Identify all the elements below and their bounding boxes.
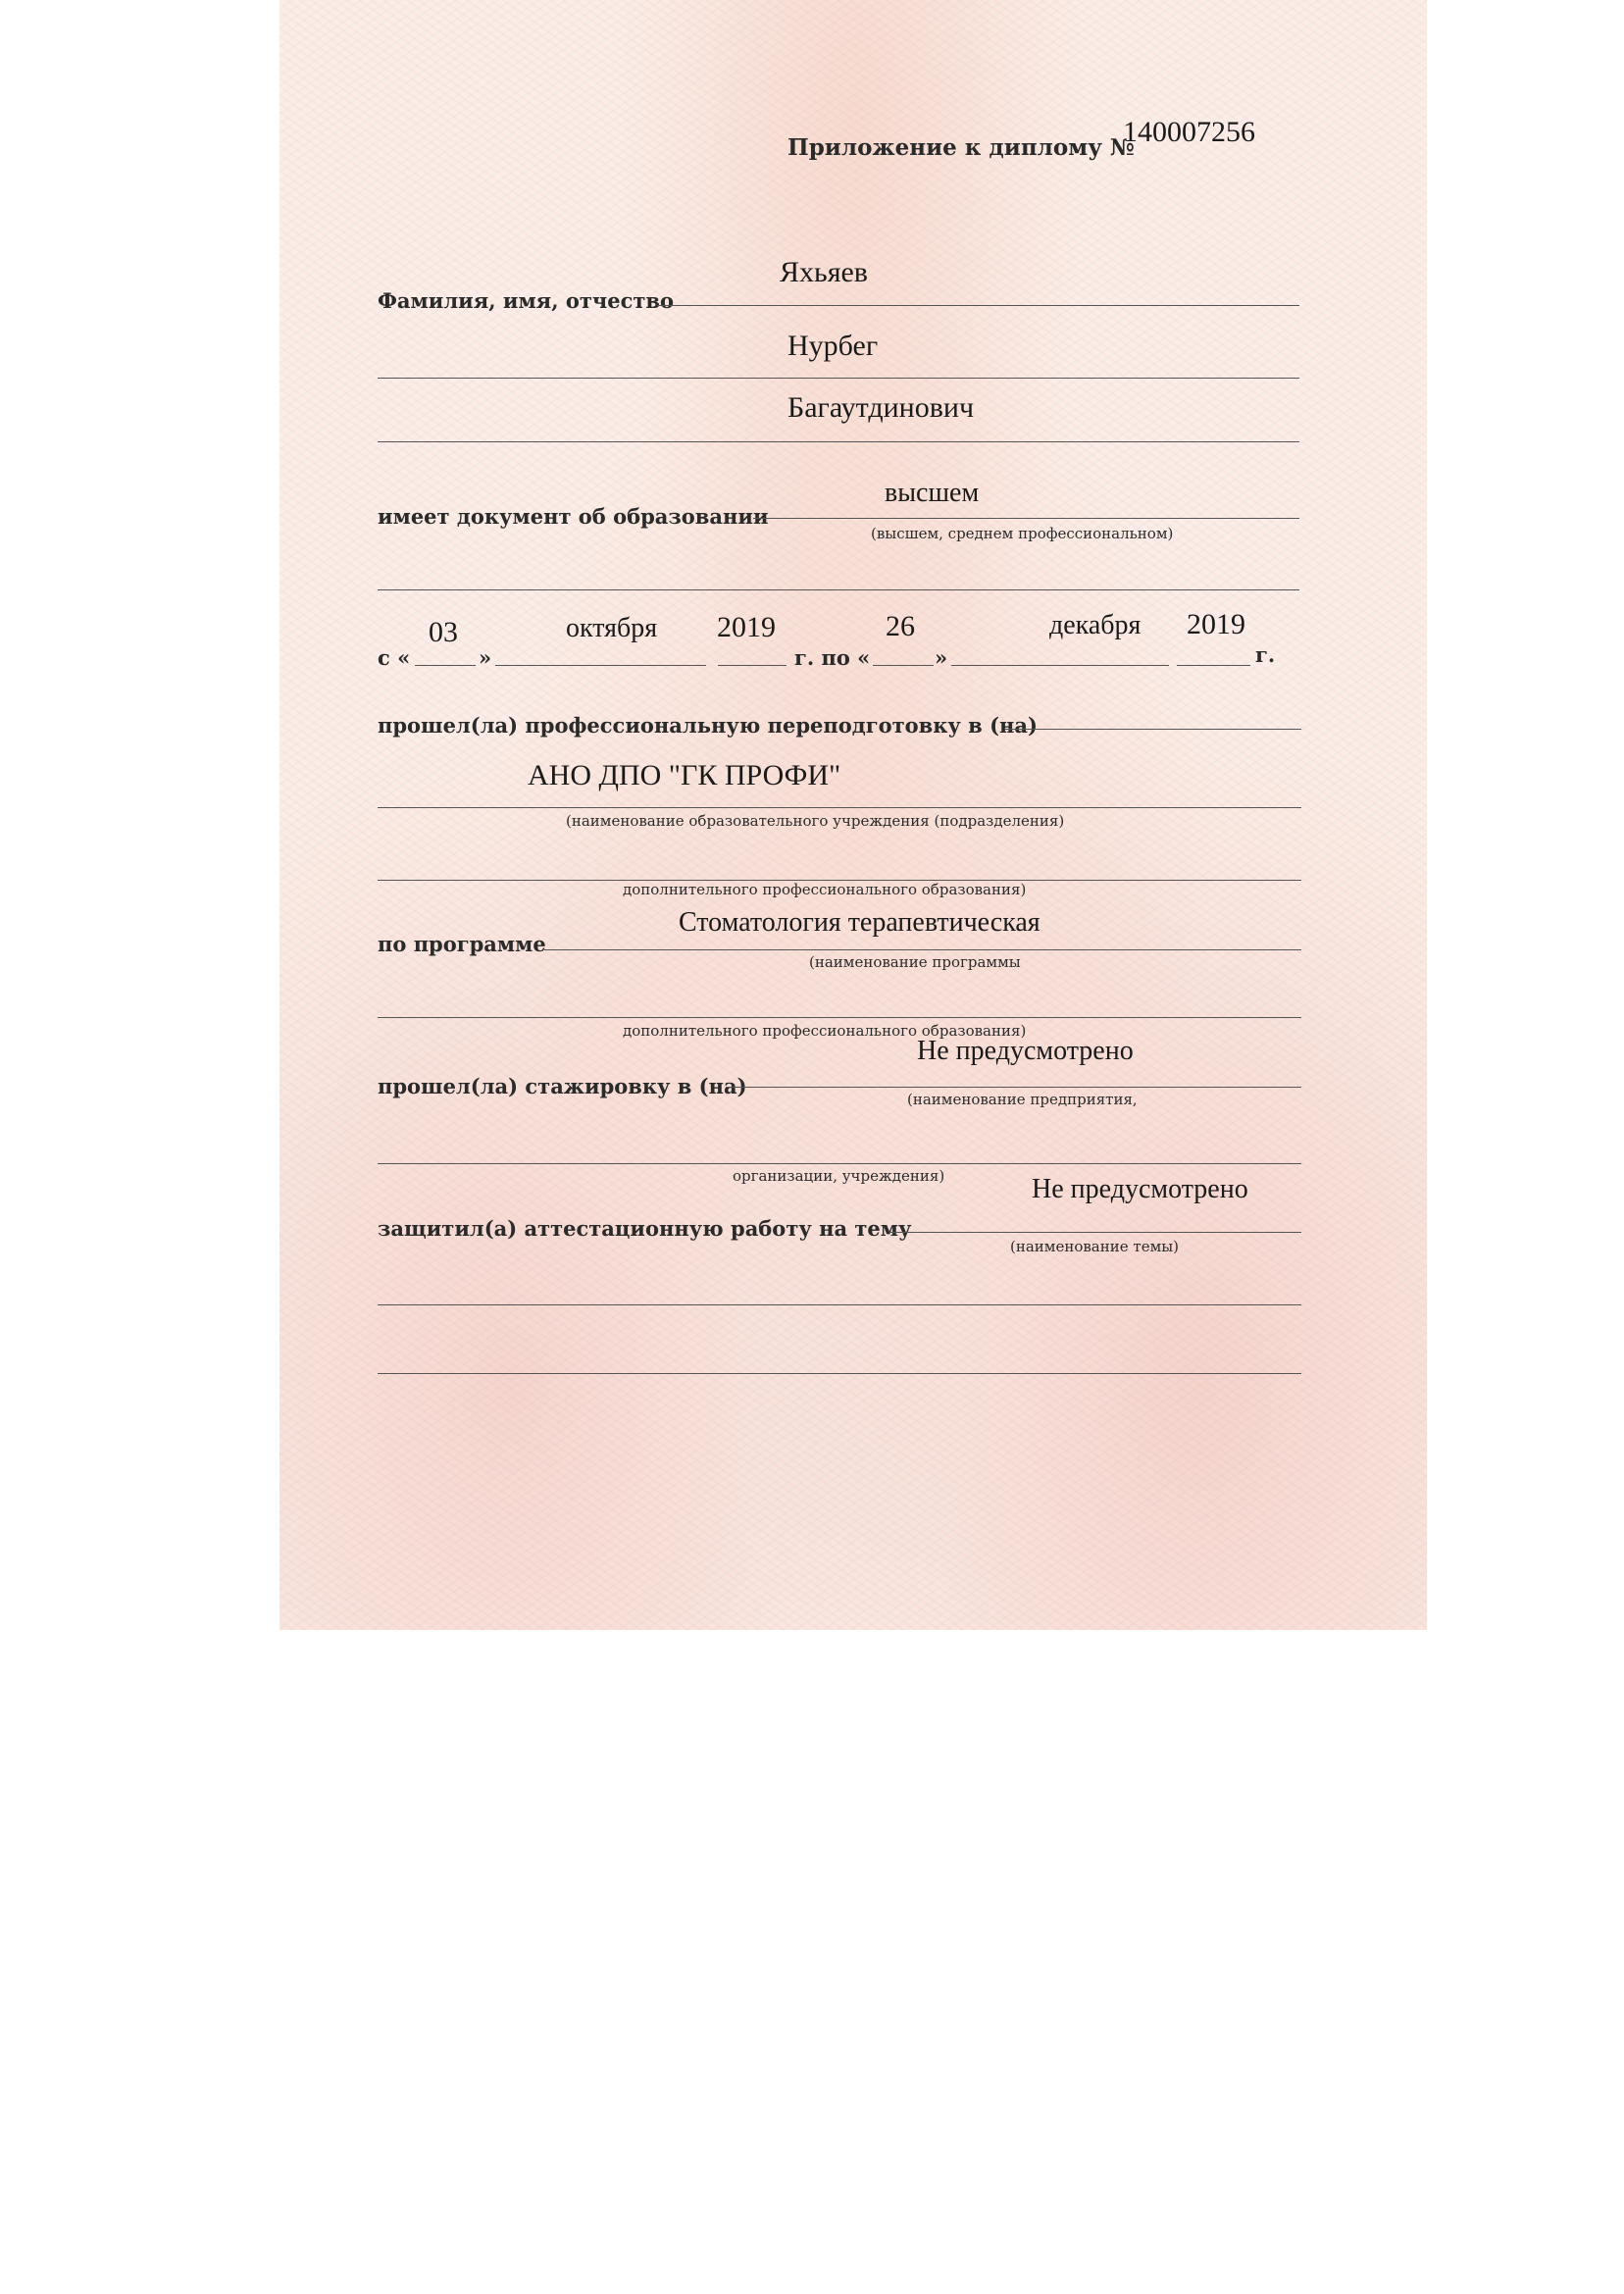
education-label: имеет документ об образовании [378,504,769,529]
thesis-label: защитил(а) аттестационную работу на тему [378,1216,912,1241]
internship-hint-1: (наименование предприятия, [907,1091,1138,1108]
program-value: Стоматология терапевтическая [679,907,1040,938]
internship-value: Не предусмотрено [917,1036,1134,1066]
fio-line-1 [657,305,1299,306]
diploma-appendix-sheet [279,0,1427,1630]
fio-name: Нурбег [787,330,879,362]
end-year-line [1177,665,1250,666]
thesis-line-2 [378,1304,1301,1305]
retraining-value: АНО ДПО "ГК ПРОФИ" [528,759,841,791]
fio-line-3 [378,441,1299,442]
appendix-title: Приложение к диплому № [787,134,1135,161]
diploma-number: 140007256 [1123,116,1255,148]
program-line-1 [544,949,1301,950]
period-year-suffix: г. [1255,642,1276,667]
start-day-line [415,665,476,666]
retraining-line-1 [1005,729,1301,730]
retraining-line-2 [378,807,1301,808]
education-line [753,518,1299,519]
education-line-2 [378,589,1299,590]
program-hint-2: дополнительного профессионального образования) [623,1022,1027,1040]
end-day-line [873,665,934,666]
start-month: октября [566,613,658,643]
start-year: 2019 [717,611,776,643]
fio-label: Фамилия, имя, отчество [378,288,674,313]
fio-line-2 [378,378,1299,379]
fio-surname: Яхьяев [780,256,868,288]
program-hint-1: (наименование программы [809,953,1021,971]
start-month-line [495,665,706,666]
thesis-line-1 [889,1232,1301,1233]
education-hint: (высшем, среднем профессиональном) [871,525,1174,542]
start-year-line [718,665,787,666]
thesis-value: Не предусмотрено [1032,1174,1248,1204]
thesis-line-3 [378,1373,1301,1374]
program-label: по программе [378,932,546,956]
end-month: декабря [1049,610,1142,640]
fio-patronymic: Багаутдинович [787,391,975,424]
end-year: 2019 [1187,608,1245,640]
period-prefix: с « [378,645,411,670]
education-value: высшем [885,478,980,508]
start-day: 03 [429,616,458,648]
period-quote-close-1: » [479,645,492,670]
retraining-hint-1: (наименование образовательного учреждения (подразделения) [566,812,1065,830]
period-quote-close-2: » [935,645,948,670]
program-line-2 [378,1017,1301,1018]
retraining-label: прошел(ла) профессиональную переподготовку в (на) [378,713,1038,738]
internship-label: прошел(ла) стажировку в (на) [378,1074,747,1098]
end-month-line [951,665,1169,666]
internship-hint-2: организации, учреждения) [733,1167,945,1185]
thesis-hint: (наименование темы) [1010,1238,1180,1255]
period-to: г. по « [794,645,871,670]
end-day: 26 [886,610,915,642]
internship-line-1 [726,1087,1301,1088]
retraining-hint-2: дополнительного профессионального образования) [623,881,1027,898]
internship-line-2 [378,1163,1301,1164]
